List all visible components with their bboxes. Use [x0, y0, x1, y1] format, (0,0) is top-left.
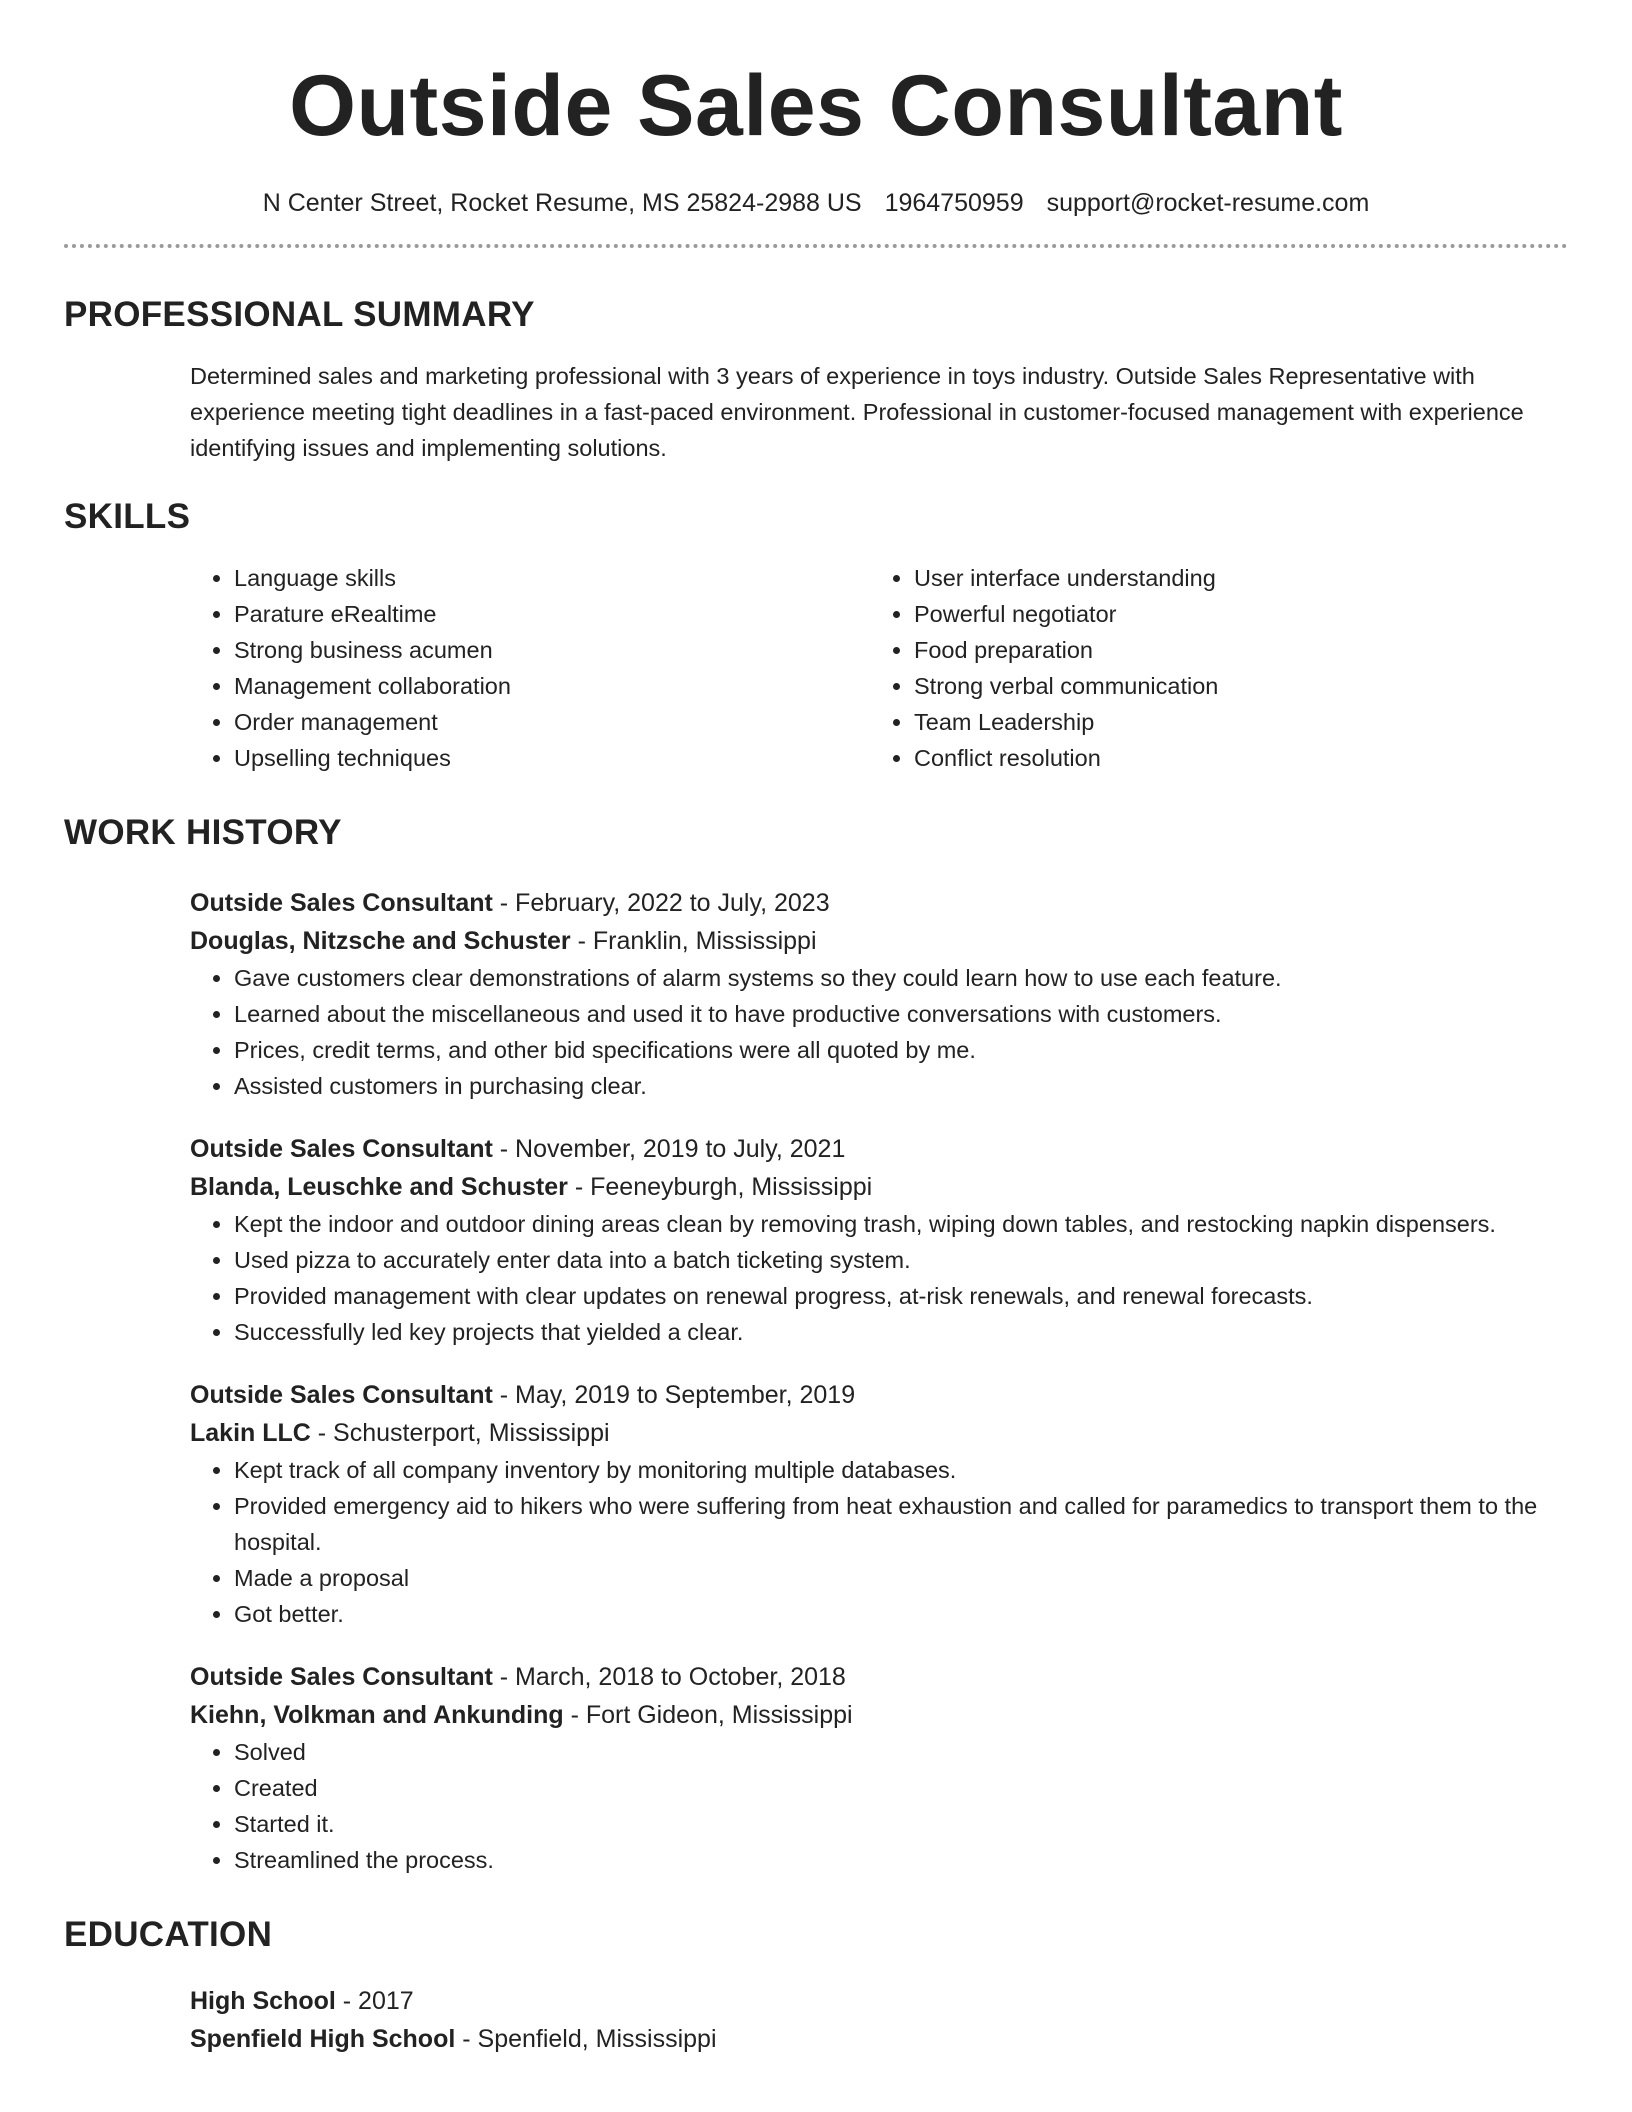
- job-role: Outside Sales Consultant: [190, 1381, 493, 1409]
- job-bullets: [190, 1206, 1568, 1350]
- education-degree: High School: [190, 1987, 336, 2015]
- header-divider: [64, 244, 1568, 248]
- job-location: - Fort Gideon, Mississippi: [563, 1701, 853, 1729]
- job-role-line: [190, 1658, 1568, 1696]
- skills-column-right: [870, 560, 1550, 776]
- job-entry: [190, 884, 1568, 1104]
- skill-item: • Parature eRealtime: [234, 596, 870, 632]
- job-bullets: [190, 1734, 1568, 1878]
- contact-email: support@rocket-resume.com: [1046, 189, 1370, 217]
- job-company: Blanda, Leuschke and Schuster: [190, 1173, 568, 1201]
- education-school-line: [190, 2020, 1568, 2058]
- skill-item: • Strong verbal communication: [914, 668, 1550, 704]
- job-entry: [190, 1658, 1568, 1878]
- skill-item: • Team Leadership: [914, 704, 1550, 740]
- summary-text: Determined sales and marketing professional with 3 years of experience in toys industry. Outside Sales Representative with experience meeting tight deadlines in a fast-paced environment. Professional in customer-focused management with experience identifying issues and implementing solutions.: [190, 363, 1524, 461]
- skill-item: • User interface understanding: [914, 560, 1550, 596]
- job-company: Lakin LLC: [190, 1419, 311, 1447]
- job-role-line: [190, 1376, 1568, 1414]
- skill-item: • Conflict resolution: [914, 740, 1550, 776]
- section-title-education: EDUCATION: [64, 1915, 273, 1954]
- job-bullet: • Provided emergency aid to hikers who were suffering from heat exhaustion and called for paramedics to transport them to the hospital.: [234, 1488, 1568, 1560]
- job-dates: - March, 2018 to October, 2018: [492, 1663, 846, 1691]
- job-bullet: • Used pizza to accurately enter data into a batch ticketing system.: [234, 1242, 1568, 1278]
- job-bullet: • Prices, credit terms, and other bid specifications were all quoted by me.: [234, 1032, 1568, 1068]
- job-bullet: • Gave customers clear demonstrations of alarm systems so they could learn how to use each feature.: [234, 960, 1568, 996]
- job-role-line: [190, 1130, 1568, 1168]
- resume-name: Outside Sales Consultant: [289, 58, 1343, 154]
- education-degree-line: [190, 1982, 1568, 2020]
- job-bullet: • Successfully led key projects that yielded a clear.: [234, 1314, 1568, 1350]
- skill-item: • Strong business acumen: [234, 632, 870, 668]
- skills-column-left: [190, 560, 870, 776]
- job-bullet: • Solved: [234, 1734, 1568, 1770]
- job-bullet: • Assisted customers in purchasing clear.: [234, 1068, 1568, 1104]
- skill-item: • Language skills: [234, 560, 870, 596]
- job-role: Outside Sales Consultant: [190, 1663, 493, 1691]
- job-dates: - February, 2022 to July, 2023: [492, 889, 830, 917]
- job-company-line: [190, 1414, 1568, 1452]
- job-entry: [190, 1376, 1568, 1632]
- education-location: - Spenfield, Mississippi: [455, 2025, 717, 2053]
- job-company-line: [190, 1696, 1568, 1734]
- skill-item: • Food preparation: [914, 632, 1550, 668]
- job-dates: - May, 2019 to September, 2019: [492, 1381, 856, 1409]
- job-role: Outside Sales Consultant: [190, 1135, 493, 1163]
- job-company: Douglas, Nitzsche and Schuster: [190, 927, 571, 955]
- job-company: Kiehn, Volkman and Ankunding: [190, 1701, 564, 1729]
- job-role: Outside Sales Consultant: [190, 889, 493, 917]
- job-entry: [190, 1130, 1568, 1350]
- job-bullet: • Started it.: [234, 1806, 1568, 1842]
- job-bullets: [190, 1452, 1568, 1632]
- contact-phone: 1964750959: [884, 189, 1024, 217]
- skill-item: • Management collaboration: [234, 668, 870, 704]
- job-location: - Feeneyburgh, Mississippi: [567, 1173, 873, 1201]
- job-company-line: [190, 922, 1568, 960]
- section-title-summary: PROFESSIONAL SUMMARY: [64, 295, 535, 334]
- skill-item: • Order management: [234, 704, 870, 740]
- contact-address: N Center Street, Rocket Resume, MS 25824-2988 US: [262, 189, 862, 217]
- job-bullet: • Created: [234, 1770, 1568, 1806]
- job-bullet: • Learned about the miscellaneous and used it to have productive conversations with customers.: [234, 996, 1568, 1032]
- job-company-line: [190, 1168, 1568, 1206]
- skills-list: [190, 560, 1568, 776]
- education-entry: [190, 1982, 1568, 2058]
- job-dates: - November, 2019 to July, 2021: [492, 1135, 846, 1163]
- skill-item: • Powerful negotiator: [914, 596, 1550, 632]
- section-title-work-history: WORK HISTORY: [64, 813, 342, 852]
- education-year: - 2017: [335, 1987, 414, 2015]
- job-bullet: • Got better.: [234, 1596, 1568, 1632]
- job-bullet: • Made a proposal: [234, 1560, 1568, 1596]
- contact-line: [64, 188, 1568, 218]
- job-bullet: • Kept track of all company inventory by monitoring multiple databases.: [234, 1452, 1568, 1488]
- job-bullet: • Provided management with clear updates on renewal progress, at-risk renewals, and renewal forecasts.: [234, 1278, 1568, 1314]
- section-title-skills: SKILLS: [64, 497, 191, 536]
- job-location: - Schusterport, Mississippi: [310, 1419, 610, 1447]
- job-role-line: [190, 884, 1568, 922]
- job-bullet: • Streamlined the process.: [234, 1842, 1568, 1878]
- job-bullet: • Kept the indoor and outdoor dining areas clean by removing trash, wiping down tables, and restocking napkin dispensers.: [234, 1206, 1568, 1242]
- skill-item: • Upselling techniques: [234, 740, 870, 776]
- education-school: Spenfield High School: [190, 2025, 456, 2053]
- job-bullets: [190, 960, 1568, 1104]
- job-location: - Franklin, Mississippi: [570, 927, 817, 955]
